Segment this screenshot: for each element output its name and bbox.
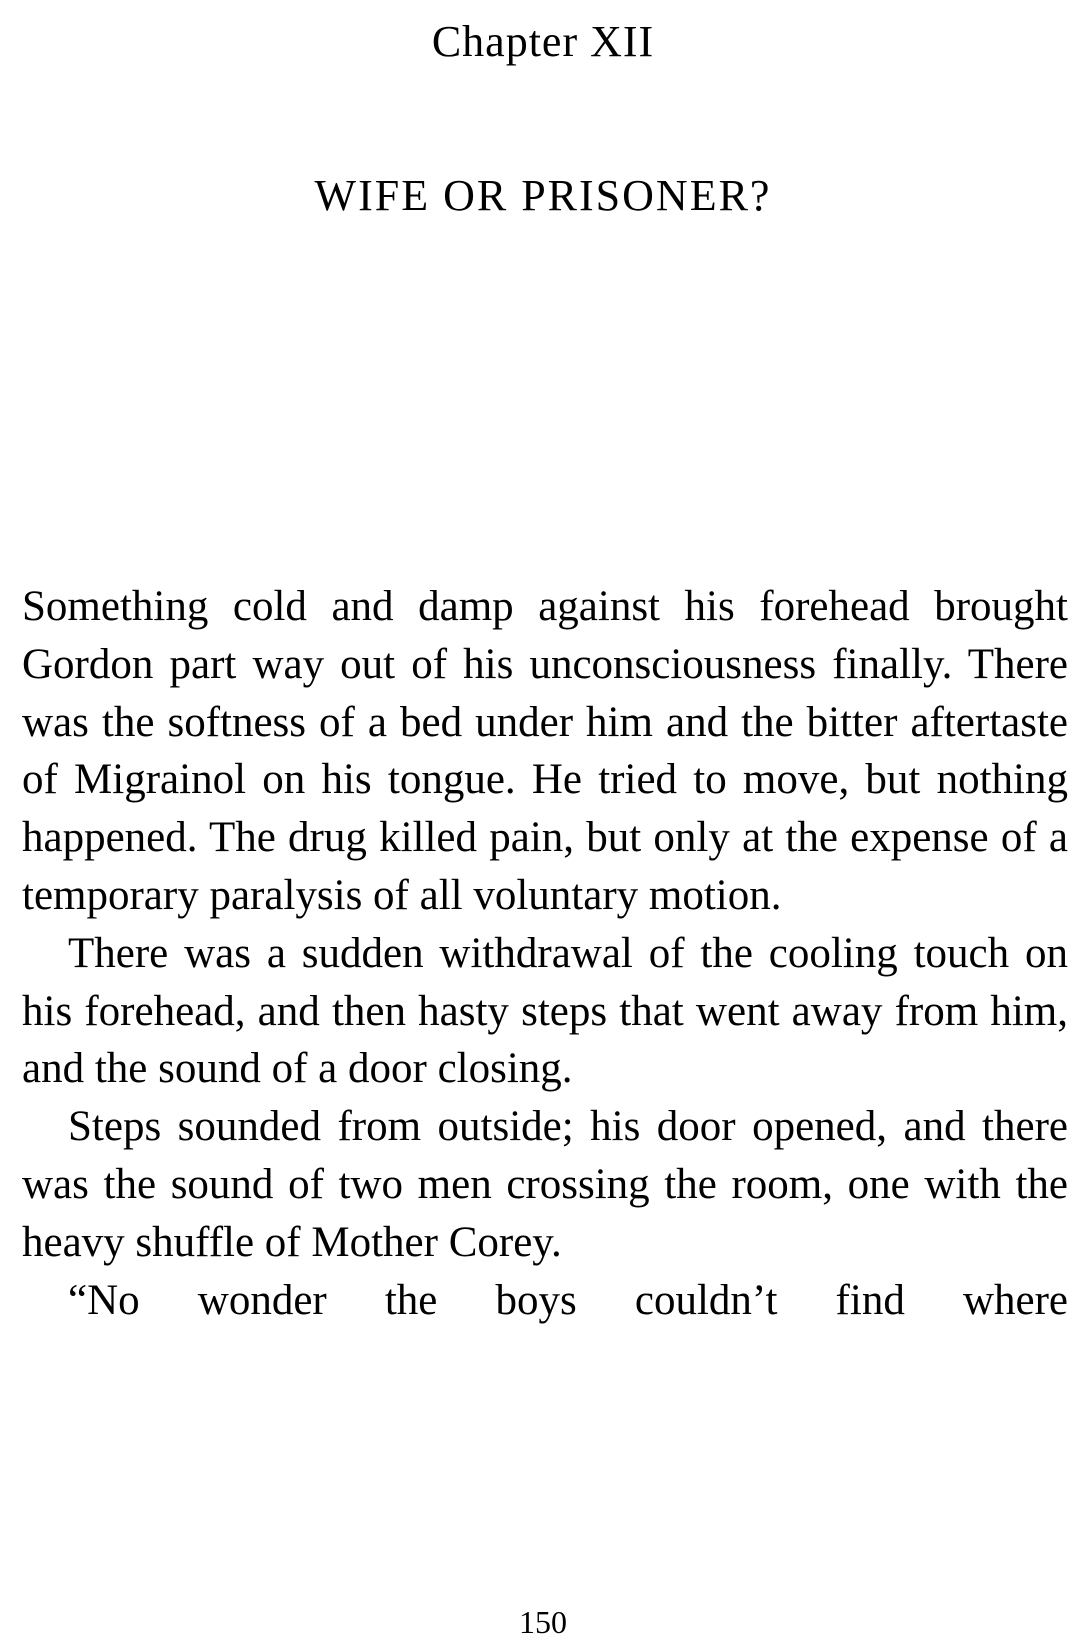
paragraph: Steps sounded from outside; his door opened, and there was the sound of two men crossing the room, one with the heavy shuffle of Mother Corey.: [22, 1103, 1068, 1266]
paragraph: “No wonder the boys couldn’t find where: [68, 1276, 1068, 1324]
chapter-title: WIFE OR PRISONER?: [314, 171, 772, 220]
paragraph: There was a sudden withdrawal of the cooling touch on his forehead, and then hasty steps that went away from him, and the sound of a door closing.: [22, 929, 1068, 1093]
page-number: 150: [519, 1604, 567, 1640]
body-text: [22, 578, 1068, 1329]
paragraph: Something cold and damp against his forehead brought Gordon part way out of his unconsciousness finally. There was the softness of a bed under him and the bitter aftertaste of Migrainol on his tongue. He tried to move, but nothing happened. The drug killed pain, but only at the expense of a temporary paralysis of all voluntary motion.: [22, 583, 1068, 919]
chapter-number: Chapter XII: [431, 17, 655, 66]
